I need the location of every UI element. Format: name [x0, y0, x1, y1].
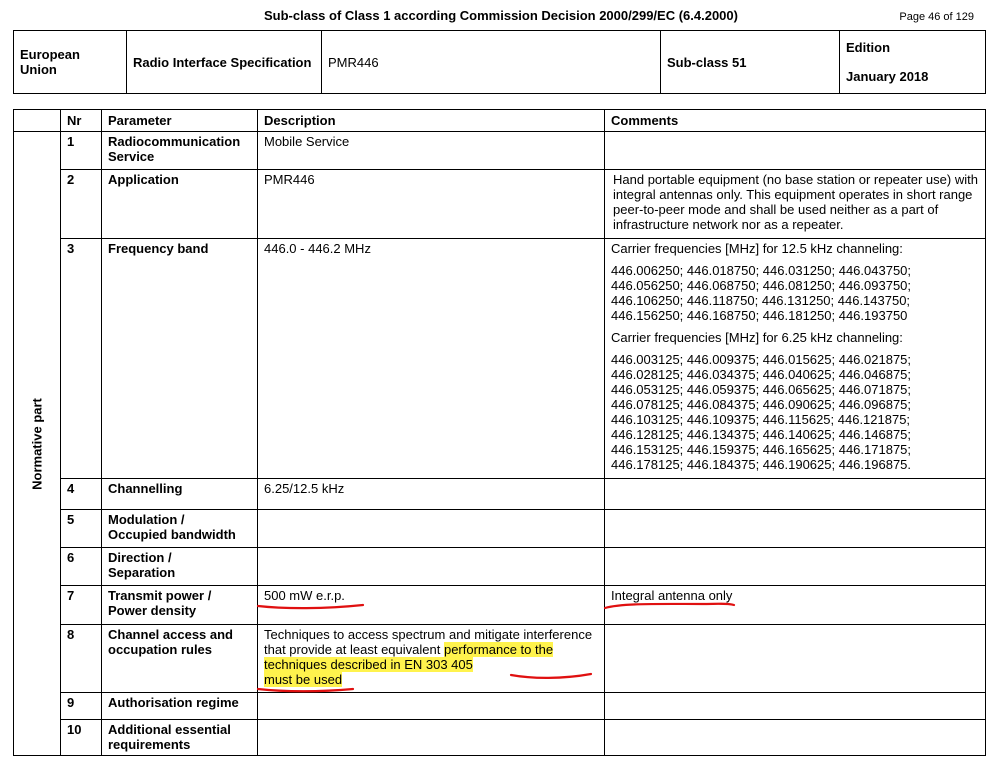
row-parameter: Channel access and occupation rules: [102, 625, 258, 693]
col-comments: Comments: [605, 110, 986, 132]
col-nr: Nr: [61, 110, 102, 132]
row-nr: 4: [61, 479, 102, 510]
edition-cell: [840, 31, 986, 94]
spec-table: [13, 109, 986, 756]
row-nr: 2: [61, 170, 102, 239]
header-table: [13, 30, 986, 94]
row-description: 6.25/12.5 kHz: [258, 479, 605, 510]
row-description: [258, 548, 605, 586]
row-description: Mobile Service: [258, 132, 605, 170]
row-nr: 5: [61, 510, 102, 548]
param-line: Occupied bandwidth: [108, 527, 236, 542]
desc-highlight-2: must be used: [264, 672, 343, 687]
spec-value: PMR446: [322, 31, 661, 94]
row-comment: [605, 548, 986, 586]
col-description: Description: [258, 110, 605, 132]
row-nr: 8: [61, 625, 102, 693]
row-parameter: [102, 586, 258, 625]
side-cell: [14, 132, 61, 756]
row-description: [258, 625, 605, 693]
row-comment: [605, 693, 986, 720]
row-comment: Integral antenna only: [605, 586, 986, 625]
freq-line: 446.128125; 446.134375; 446.140625; 446.146875;: [611, 427, 912, 442]
row-description: PMR446: [258, 170, 605, 239]
row-nr: 1: [61, 132, 102, 170]
row-parameter: Channelling: [102, 479, 258, 510]
row-nr: 7: [61, 586, 102, 625]
table-header-row: [14, 110, 986, 132]
freq-line: 446.106250; 446.118750; 446.131250; 446.143750;: [611, 293, 911, 308]
table-row: [14, 720, 986, 756]
row-parameter: [102, 510, 258, 548]
param-line: Power density: [108, 603, 197, 618]
freq-line: 446.028125; 446.034375; 446.040625; 446.046875;: [611, 367, 912, 382]
row-description: [258, 693, 605, 720]
table-row: [14, 548, 986, 586]
freq-line: 446.153125; 446.159375; 446.165625; 446.171875;: [611, 442, 912, 457]
table-row: [14, 625, 986, 693]
row-nr: 9: [61, 693, 102, 720]
freq-line: 446.053125; 446.059375; 446.065625; 446.071875;: [611, 382, 912, 397]
desc-plain: Techniques to access spectrum and mitigate interference that provide at least equivalent: [264, 627, 593, 657]
param-line: Modulation /: [108, 512, 185, 527]
table-row: [14, 170, 986, 239]
freq-line: 446.178125; 446.184375; 446.190625; 446.196875.: [611, 457, 912, 472]
row-description: [258, 720, 605, 756]
row-comment: Hand portable equipment (no base station or repeater use) with integral antennas only. This equipment operates in short range peer-to-peer mode and shall be used neither as a part of infrastructure network nor as a repeater.: [605, 170, 986, 239]
row-comment: [605, 720, 986, 756]
side-header: [14, 110, 61, 132]
row-description: 500 mW e.r.p.: [258, 586, 605, 625]
row-comment: [605, 625, 986, 693]
freq-heading-6-25: Carrier frequencies [MHz] for 6.25 kHz channeling:: [611, 330, 903, 345]
row-parameter: Application: [102, 170, 258, 239]
param-line: Direction /: [108, 550, 172, 565]
freq-line: 446.056250; 446.068750; 446.081250; 446.093750;: [611, 278, 912, 293]
table-row: [14, 510, 986, 548]
issuer: European Union: [14, 31, 127, 94]
row-nr: 3: [61, 239, 102, 479]
freq-line: 446.103125; 446.109375; 446.115625; 446.121875;: [611, 412, 911, 427]
freq-list-6-25: [611, 352, 979, 472]
table-row: [14, 132, 986, 170]
row-comment: [605, 479, 986, 510]
subclass: Sub-class 51: [661, 31, 840, 94]
freq-heading-12-5: Carrier frequencies [MHz] for 12.5 kHz channeling:: [611, 241, 903, 256]
edition-label: Edition: [846, 40, 891, 55]
desc-highlight-1: performance to the techniques described in EN 303 405: [264, 642, 554, 672]
row-parameter: Frequency band: [102, 239, 258, 479]
normative-part-label: Normative part: [29, 397, 45, 490]
row-parameter: [102, 548, 258, 586]
freq-line: 446.003125; 446.009375; 446.015625; 446.021875;: [611, 352, 912, 367]
table-row: [14, 479, 986, 510]
table-row: [14, 693, 986, 720]
row-comment: [605, 132, 986, 170]
document-title: Sub-class of Class 1 according Commission Decision 2000/299/EC (6.4.2000): [264, 8, 738, 23]
edition-date: January 2018: [846, 69, 929, 84]
spec-label: Radio Interface Specification: [127, 31, 322, 94]
freq-line: 446.156250; 446.168750; 446.181250; 446.193750: [611, 308, 908, 323]
row-parameter: Authorisation regime: [102, 693, 258, 720]
table-row: [14, 586, 986, 625]
row-parameter: Additional essential requirements: [102, 720, 258, 756]
param-line: Separation: [108, 565, 176, 580]
row-description: 446.0 - 446.2 MHz: [258, 239, 605, 479]
table-row: [14, 239, 986, 479]
page-number: Page 46 of 129: [899, 11, 974, 23]
row-comment: [605, 510, 986, 548]
freq-list-12-5: [611, 263, 979, 323]
col-parameter: Parameter: [102, 110, 258, 132]
param-line: Transmit power /: [108, 588, 212, 603]
row-description: [258, 510, 605, 548]
row-nr: 6: [61, 548, 102, 586]
row-parameter: Radiocommunication Service: [102, 132, 258, 170]
row-nr: 10: [61, 720, 102, 756]
freq-line: 446.006250; 446.018750; 446.031250; 446.043750;: [611, 263, 912, 278]
row-comment: [605, 239, 986, 479]
freq-line: 446.078125; 446.084375; 446.090625; 446.096875;: [611, 397, 912, 412]
